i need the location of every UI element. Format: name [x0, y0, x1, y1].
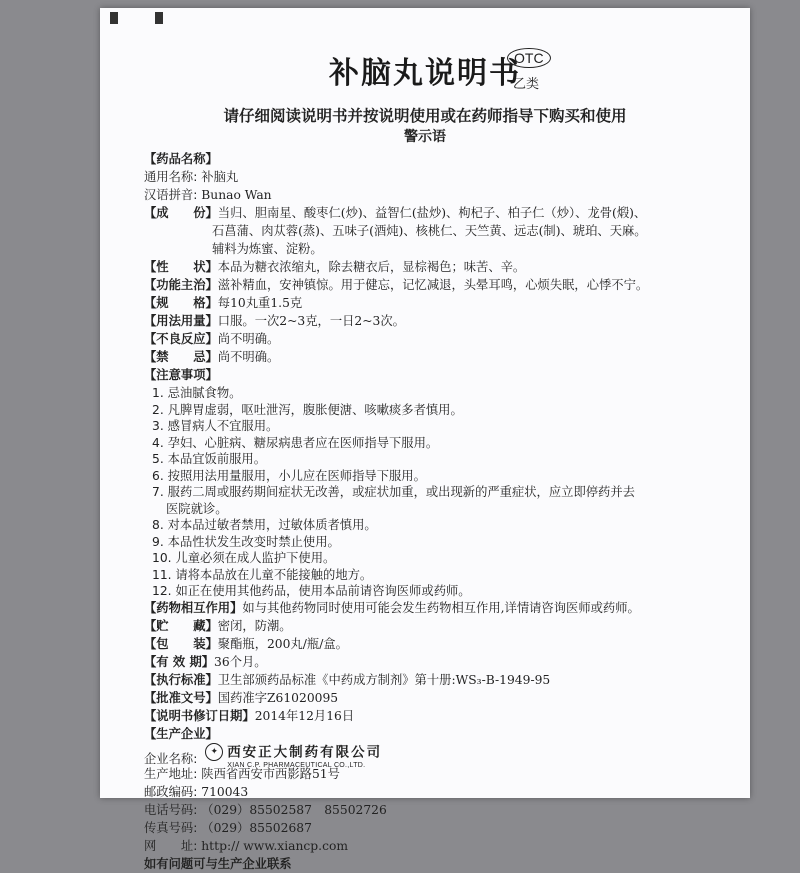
precaution-item: 8. 对本品过敏者禁用，过敏体质者慎用。: [152, 518, 377, 532]
footer-note: 如有问题可与生产企业联系: [144, 856, 292, 871]
section-label: 【说明书修订日期】: [144, 708, 255, 723]
title-row: [100, 48, 750, 92]
postal-value: 710043: [201, 784, 249, 799]
section-label: 【不良反应】: [144, 332, 218, 346]
ingredients-line: 辅料为炼蜜、淀粉。: [212, 242, 323, 256]
precaution-item: 9. 本品性状发生改变时禁止使用。: [152, 534, 340, 549]
pinyin-name: Bunao Wan: [201, 188, 272, 202]
doc-subtitle: 请仔细阅读说明书并按说明使用或在药师指导下购买和使用: [223, 107, 627, 125]
field-label: 网 址:: [144, 838, 198, 853]
storage-value: 密闭，防潮。: [217, 618, 292, 633]
package-value: 聚酯瓶，200丸/瓶/盒。: [217, 636, 348, 651]
category-label: 乙类: [513, 77, 540, 92]
section-label: 【生产企业】: [144, 726, 218, 741]
precaution-item: 7. 服药二周或服药期间症状无改善，或症状加重，或出现新的严重症状，应立即停药并去: [152, 485, 635, 499]
interactions-value: 如与其他药物同时使用可能会发生药物相互作用,详情请咨询医师或药师。: [242, 600, 640, 615]
website-value: http:// www.xiancp.com: [201, 838, 349, 853]
section-label: 【执行标准】: [144, 672, 218, 687]
generic-name: 补脑丸: [201, 170, 239, 184]
section-label: 【性 状】: [144, 260, 218, 274]
company-name-cn: 西安正大制药有限公司: [227, 744, 383, 760]
field-label: 企业名称:: [144, 751, 198, 766]
phone-value: （029）85502587 85502726: [201, 802, 387, 817]
section-label: 【功能主治】: [144, 278, 218, 292]
address-value: 陕西省西安市西影路51号: [201, 766, 340, 781]
precaution-item: 4. 孕妇、心脏病、糖尿病患者应在医师指导下服用。: [152, 435, 439, 450]
field-label: 通用名称:: [144, 170, 198, 184]
leaflet-body: [144, 150, 744, 873]
precaution-item: 2. 凡脾胃虚弱，呕吐泄泻，腹胀便溏、咳嗽痰多者慎用。: [152, 402, 463, 417]
revision-value: 2014年12月16日: [254, 708, 355, 723]
approval-value: 国药准字Z61020095: [217, 690, 339, 705]
precaution-item: 10. 儿童必须在成人监护下使用。: [152, 551, 336, 565]
precaution-item: 12. 如正在使用其他药品，使用本品前请咨询医师或药师。: [152, 584, 471, 598]
field-label: 汉语拼音:: [144, 188, 198, 202]
section-label: 【贮 藏】: [144, 618, 218, 633]
section-label: 【包 装】: [144, 636, 218, 651]
field-label: 电话号码:: [144, 802, 198, 817]
precaution-item: 1. 忌油腻食物。: [152, 386, 242, 400]
precaution-item: 3. 感冒病人不宜服用。: [152, 419, 279, 433]
section-label: 【批准文号】: [144, 690, 218, 705]
doc-title: 补脑丸说明书: [329, 56, 521, 91]
properties-value: 本品为糖衣浓缩丸，除去糖衣后，显棕褐色；味苦、辛。: [217, 260, 526, 274]
section-label: 【禁 忌】: [144, 350, 218, 364]
section-label: 【用法用量】: [144, 314, 218, 328]
precaution-item: 5. 本品宜饭前服用。: [152, 452, 267, 466]
section-label: 【成 份】: [144, 206, 218, 220]
section-label: 【注意事项】: [144, 368, 218, 382]
contraindications-value: 尚不明确。: [217, 350, 280, 364]
section-label: 【药品名称】: [144, 152, 218, 166]
adverse-value: 尚不明确。: [217, 332, 280, 346]
field-label: 邮政编码:: [144, 784, 198, 799]
section-label: 【规 格】: [144, 296, 218, 310]
otc-badge: OTC: [507, 48, 551, 68]
validity-value: 36个月。: [214, 654, 267, 669]
ingredients-line: 石菖蒲、肉苁蓉(蒸)、五味子(酒炖)、核桃仁、天竺黄、远志(制)、琥珀、天麻。: [212, 224, 647, 238]
precaution-item: 6. 按照用法用量服用，小儿应在医师指导下服用。: [152, 468, 426, 483]
indications-value: 滋补精血，安神镇惊。用于健忘，记忆减退，头晕耳鸣，心烦失眠，心悸不宁。: [217, 278, 649, 292]
leaflet-sheet: [100, 8, 750, 871]
corner-mark: [110, 12, 118, 24]
precaution-item: 医院就诊。: [166, 501, 228, 516]
corner-mark: [155, 12, 163, 24]
ingredients-line: 当归、胆南星、酸枣仁(炒)、益智仁(盐炒)、枸杞子、柏子仁（炒）、龙骨(煅)、: [217, 206, 647, 220]
fax-value: （029）85502687: [201, 820, 312, 835]
company-name-en: XIAN C.P. PHARMACEUTICAL CO.,LTD.: [227, 762, 366, 769]
section-label: 【有 效 期】: [144, 654, 215, 669]
section-label: 【药物相互作用】: [144, 600, 243, 615]
precaution-item: 11. 请将本品放在儿童不能接触的地方。: [152, 567, 373, 582]
standard-value: 卫生部颁药品标准《中药成方制剂》第十册:WS₃-B-1949-95: [217, 672, 551, 687]
specification-value: 每10丸重1.5克: [217, 296, 303, 310]
field-label: 生产地址:: [144, 766, 198, 781]
dosage-value: 口服。一次2~3克，一日2~3次。: [217, 314, 405, 328]
company-seal-icon: ✦: [205, 743, 223, 761]
warning-heading: 警示语: [404, 129, 446, 145]
field-label: 传真号码:: [144, 820, 198, 835]
